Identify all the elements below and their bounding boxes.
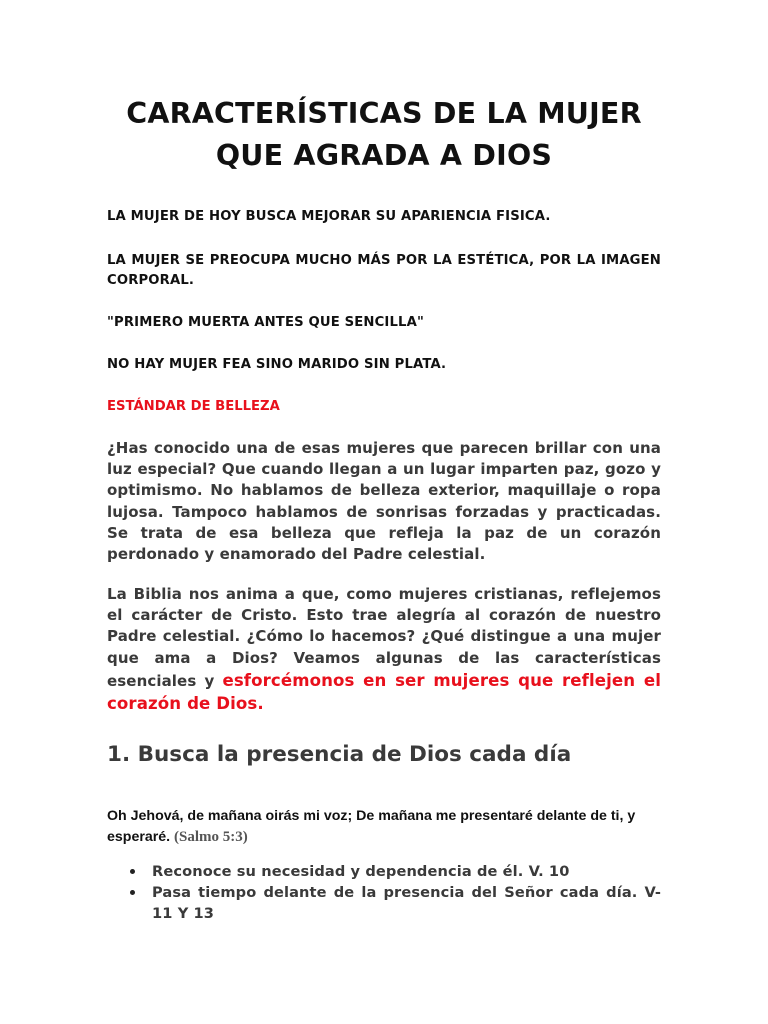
bullet-dot-icon (130, 890, 135, 895)
section-1-heading: 1. Busca la presencia de Dios cada día (107, 742, 572, 767)
list-item (107, 861, 661, 882)
subheading-beauty-standard: ESTÁNDAR DE BELLEZA (107, 399, 280, 414)
verse-reference: (Salmo 5:3) (174, 828, 248, 845)
title-line-2: QUE AGRADA A DIOS (215, 139, 553, 172)
bullet-list (107, 861, 661, 924)
bible-verse (107, 806, 661, 847)
verse-text: Oh Jehová, de mañana oirás mi voz; De mañana me presentaré delante de ti, y esperaré. (107, 808, 636, 845)
list-item (107, 882, 661, 924)
statement-3: "PRIMERO MUERTA ANTES QUE SENCILLA" (107, 315, 424, 330)
paragraph-bible-text: La Biblia nos anima a que, como mujeres cristianas, reflejemos el carácter de Cristo. Esto trae alegría al corazón de nuestro Padre celestial. ¿Cómo lo hacemos? ¿Qué distingue a una mujer que ama a Dios? Veamos algunas de las características esenciales y (107, 585, 661, 690)
statement-4: NO HAY MUJER FEA SINO MARIDO SIN PLATA. (107, 357, 447, 372)
document-title (107, 93, 661, 177)
statement-2: LA MUJER SE PREOCUPA MUCHO MÁS POR LA ESTÉTICA, POR LA IMAGEN CORPORAL. (107, 253, 661, 288)
paragraph-bible (107, 584, 661, 715)
bullet-dot-icon (130, 869, 135, 874)
list-item-text: Pasa tiempo delante de la presencia del Señor cada día. V- 11 Y 13 (152, 884, 661, 922)
title-line-1: CARACTERÍSTICAS DE LA MUJER (126, 97, 642, 130)
paragraph-bible-emphasis: esforcémonos en ser mujeres que reflejen el corazón de Dios. (107, 670, 661, 714)
statement-1: LA MUJER DE HOY BUSCA MEJORAR SU APARIENCIA FISICA. (107, 209, 551, 224)
paragraph-intro: ¿Has conocido una de esas mujeres que parecen brillar con una luz especial? Que cuando llegan a un lugar imparten paz, gozo y optimismo. No hablamos de belleza exterior, maquillaje o ropa lujosa. Tampoco hablamos de sonrisas forzadas y practicadas. Se trata de esa belleza que refleja la paz de un corazón perdonado y enamorado del Padre celestial. (107, 439, 661, 564)
list-item-text: Reconoce su necesidad y dependencia de él. V. 10 (152, 863, 570, 880)
